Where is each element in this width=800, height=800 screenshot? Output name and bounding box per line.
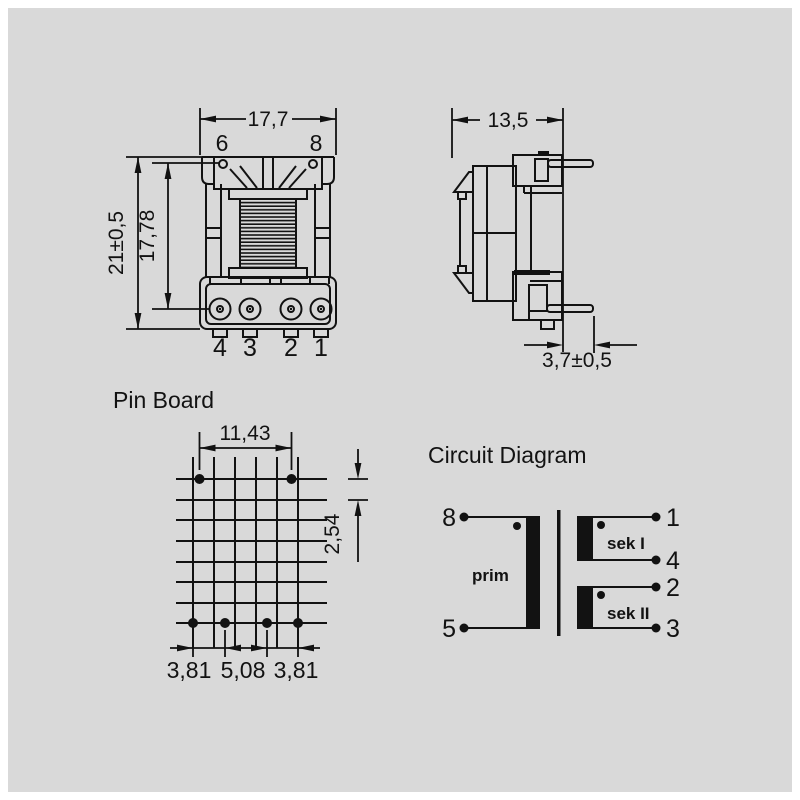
front-pin6-label: 6: [215, 130, 229, 156]
circuit-diagram-title: Circuit Diagram: [428, 442, 587, 468]
primary-label: prim: [472, 566, 509, 585]
pad-bottom-2: [220, 618, 230, 628]
circuit-pin1-label: 1: [666, 504, 680, 532]
pin-board-title: Pin Board: [113, 387, 215, 413]
circuit-pin3-label: 3: [666, 615, 680, 643]
sec1-winding-bar: [577, 516, 593, 561]
sec2-polarity-dot: [597, 591, 605, 599]
sec1-label: sek I: [607, 534, 645, 553]
core-line: [557, 510, 561, 636]
pad-bottom-3: [262, 618, 272, 628]
pin-board-dim-bottom-right-label: 3,81: [273, 657, 319, 683]
circuit-pin4-label: 4: [666, 547, 680, 575]
pin-board-dim-bottom-left-label: 3,81: [166, 657, 212, 683]
circuit-pin8-label: 8: [442, 504, 456, 532]
front-pin2-label: 2: [284, 334, 298, 362]
circuit-pin2-label: 2: [666, 574, 680, 602]
front-pin8-label: 8: [309, 130, 323, 156]
sec2-winding-bar: [577, 586, 593, 629]
sec2-label: sek II: [607, 604, 650, 623]
sec1-polarity-dot: [597, 521, 605, 529]
terminal-8: [460, 513, 469, 522]
pin-board-dim-bottom-mid-label: 5,08: [220, 657, 266, 683]
front-pin4-label: 4: [213, 334, 227, 362]
terminal-1: [652, 513, 661, 522]
terminal-2: [652, 583, 661, 592]
front-pin3-label: 3: [243, 334, 257, 362]
side-dim-pin-label: 3,7±0,5: [542, 349, 612, 372]
pin-board-dim-top-label: 11,43: [219, 422, 271, 445]
primary-polarity-dot: [513, 522, 521, 530]
coil-stripes: [240, 199, 296, 268]
front-dim-height-outer-label: 21±0,5: [105, 210, 128, 276]
side-dim-width-label: 13,5: [487, 109, 529, 132]
pad-bottom-4: [293, 618, 303, 628]
terminal-5: [460, 624, 469, 633]
front-pin1-label: 1: [314, 334, 328, 362]
circuit-pin5-label: 5: [442, 615, 456, 643]
pad-bottom-1: [188, 618, 198, 628]
pin-board-dim-pitch-label: 2,54: [321, 513, 344, 555]
pad-top-right: [287, 474, 297, 484]
front-dim-width-label: 17,7: [247, 108, 289, 131]
primary-winding-bar: [526, 516, 540, 629]
pad-top-left: [195, 474, 205, 484]
front-dim-height-inner-label: 17,78: [136, 209, 159, 263]
terminal-3: [652, 624, 661, 633]
terminal-4: [652, 556, 661, 565]
